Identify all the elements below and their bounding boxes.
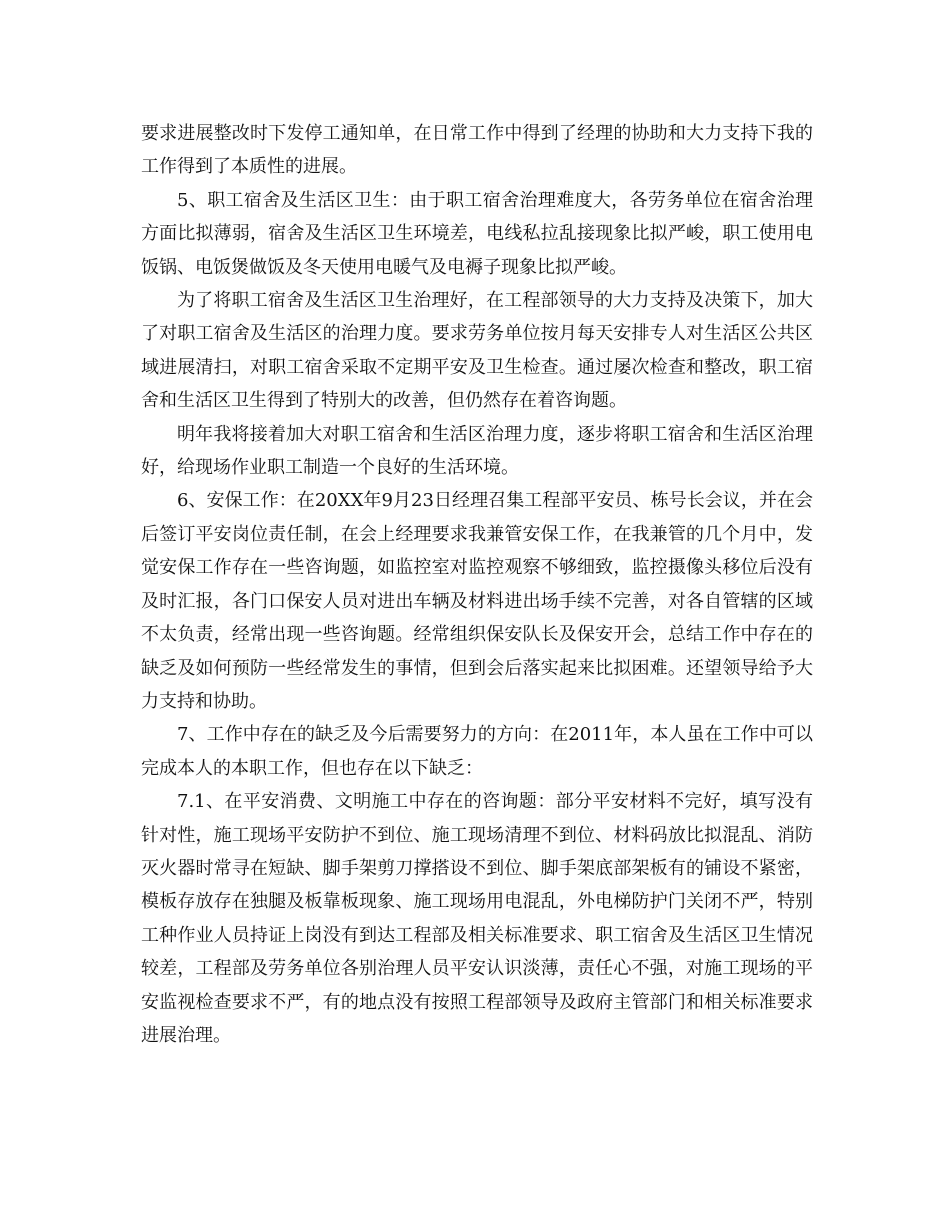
paragraph-next-year-plan: 明年我将接着加大对职工宿舍和生活区治理力度，逐步将职工宿舍和生活区治理好，给现场作业职工制造一个良好的生活环境。 xyxy=(141,423,813,479)
paragraph-dormitory-hygiene: 5、职工宿舍及生活区卫生：由于职工宿舍治理难度大，各劳务单位在宿舍治理方面比拟薄弱，宿舍及生活区卫生环境差，电线私拉乱接现象比拟严峻，职工使用电饭锅、电饭煲做饭及冬天使用电暖气及电褥子现象比拟严峻。 xyxy=(141,189,813,278)
paragraph-continuation: 要求进展整改时下发停工通知单，在日常工作中得到了经理的协助和大力支持下我的工作得到了本质性的进展。 xyxy=(141,123,813,178)
paragraph-safety-issues: 7.1、在平安消费、文明施工中存在的咨询题：部分平安材料不完好，填写没有针对性，施工现场平安防护不到位、施工现场清理不到位、材料码放比拟混乱、消防灭火器时常寻在短缺、脚手架剪刀撑搭设不到位、脚手架底部架板有的铺设不紧密，模板存放存在独腿及板靠板现象、施工现场用电混乱，外电梯防护门关闭不严，特别工种作业人员持证上岗没有到达工程部及相关标准要求、职工宿舍及生活区卫生情况较差，工程部及劳务单位各别治理人员平安认识淡薄，责任心不强，对施工现场的平安监视检查要求不严，有的地点没有按照工程部领导及政府主管部门和相关标准要求进展治理。 xyxy=(141,791,813,1046)
paragraph-hygiene-improvement: 为了将职工宿舍及生活区卫生治理好，在工程部领导的大力支持及决策下，加大了对职工宿舍及生活区的治理力度。要求劳务单位按月每天安排专人对生活区公共区域进展清扫，对职工宿舍采取不定期平安及卫生检查。通过屡次检查和整改，职工宿舍和生活区卫生得到了特别大的改善，但仍然存在着咨询题。 xyxy=(141,290,813,412)
paragraph-security-work: 6、安保工作：在20XX年9月23日经理召集工程部平安员、栋号长会议，并在会后签订平安岗位责任制，在会上经理要求我兼管安保工作，在我兼管的几个月中，发觉安保工作存在一些咨询题，如监控室对监控观察不够细致，监控摄像头移位后没有及时汇报，各门口保安人员对进出车辆及材料进出场手续不完善，对各自管辖的区域不太负责，经常出现一些咨询题。经常组织保安队长及保安开会，总结工作中存在的缺乏及如何预防一些经常发生的事情，但到会后落实起来比拟困难。还望领导给予大力支持和协助。 xyxy=(141,490,813,712)
document-page xyxy=(141,117,813,1052)
paragraph-shortcomings: 7、工作中存在的缺乏及今后需要努力的方向：在2011年，本人虽在工作中可以完成本人的本职工作，但也存在以下缺乏： xyxy=(141,724,813,779)
